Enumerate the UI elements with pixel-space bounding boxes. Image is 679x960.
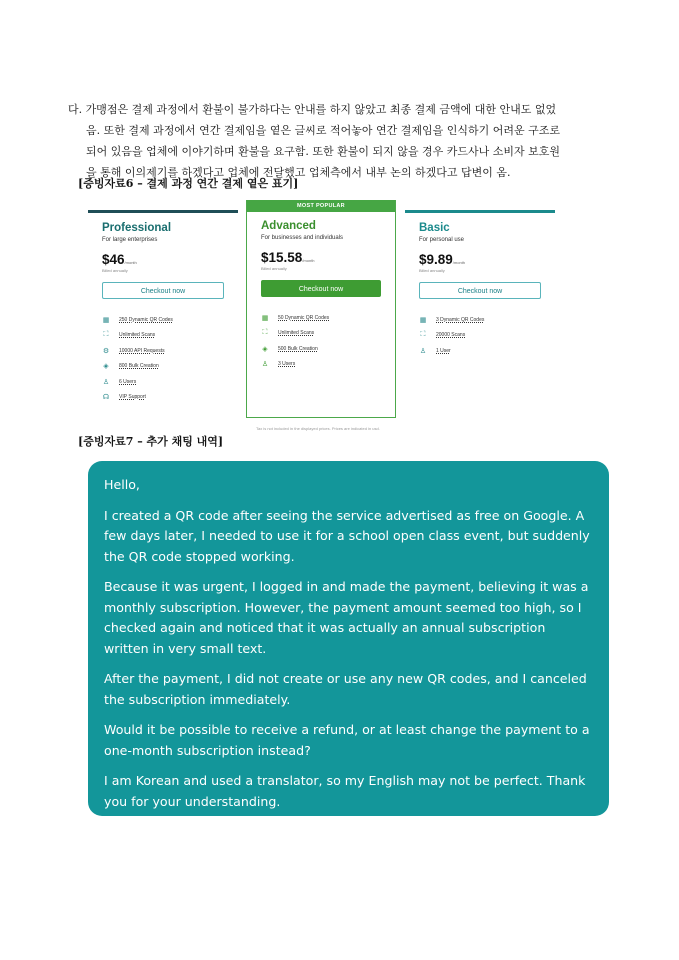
qr-icon: ▦	[102, 316, 110, 324]
user-icon: ♙	[261, 361, 269, 369]
scan-icon: ⛶	[262, 329, 268, 337]
qr-icon: ▦	[261, 314, 269, 322]
checkout-button[interactable]: Checkout now	[261, 280, 381, 297]
billing-note: Billed annually	[102, 268, 128, 273]
paragraph-line: 되어 있음을 업체에 이야기하며 환불을 요구함. 또한 환불이 되지 않을 경우 카드사나 소비자 보호원	[86, 145, 560, 158]
scan-icon: ⛶	[420, 331, 426, 339]
feature-list	[261, 310, 381, 372]
feature-item: ◈ 500 Bulk Creation	[262, 345, 318, 353]
layers-icon: ◈	[262, 345, 268, 353]
feature-item: ⛶ Unlimited Scans	[262, 329, 315, 337]
paragraph-line: 다. 가맹점은 결제 과정에서 환불이 불가하다는 안내를 하지 않았고 최종 결제 금액에 대한 안내도 없었	[68, 103, 557, 116]
chat-closing: Thank you.	[104, 824, 174, 839]
layers-icon: ◈	[103, 363, 109, 371]
plan-audience: For personal use	[419, 237, 465, 243]
checkout-button[interactable]: Checkout now	[102, 282, 224, 299]
chat-paragraph: Because it was urgent, I logged in and made the payment, believing it was a monthly subscription. However, the payment amount seemed too high, so I checked again and noticed that it was actually an annual subscription written in very small text.	[104, 579, 589, 656]
api-icon: ⚙	[102, 347, 110, 355]
checkout-button[interactable]: Checkout now	[419, 282, 541, 299]
feature-item: ▦ 3 Dynamic QR Codes	[419, 316, 485, 324]
feature-list	[419, 312, 541, 359]
paragraph-line: 음. 또한 결제 과정에서 연간 결제임을 옅은 글씨로 적어놓아 연간 결제임을 인식하기 어려운 구조로	[86, 124, 560, 137]
qr-icon: ▦	[419, 316, 427, 324]
plan-card-basic	[405, 210, 555, 421]
paragraph-line: 을 통해 이의제기를 하겠다고 업체에 전달했고 업체측에서 내부 논의 하겠다고 답변이 옴.	[86, 166, 511, 179]
complaint-paragraph	[68, 99, 628, 183]
feature-item: ♙ 6 Users	[102, 378, 137, 386]
feature-item: ▦ 250 Dynamic QR Codes	[102, 316, 173, 324]
plan-name: Professional	[102, 222, 172, 234]
billing-note: Billed annually	[261, 266, 287, 271]
user-icon: ♙	[102, 378, 110, 386]
plan-card-advanced	[246, 200, 396, 418]
headset-icon: ☊	[102, 394, 110, 402]
feature-item: ◈ 800 Bulk Creation	[103, 363, 159, 371]
feature-item: ⛶ Unlimited Scans	[103, 331, 156, 339]
chat-message-bubble	[88, 461, 609, 839]
plan-price: $46/month	[102, 252, 137, 267]
feature-item: ♙ 1 User	[419, 347, 451, 355]
chat-greeting: Hello,	[104, 477, 140, 492]
feature-item: ⛶ 20000 Scans	[420, 331, 466, 339]
most-popular-badge: MOST POPULAR	[247, 200, 395, 212]
pricing-screenshot	[88, 199, 558, 431]
plan-name: Advanced	[261, 220, 316, 232]
plan-price: $15.58/month	[261, 250, 315, 265]
feature-item: ♙ 3 Users	[261, 361, 296, 369]
feature-item: ⚙ 10000 API Requests	[102, 347, 165, 355]
feature-item: ☊ VIP Support	[102, 394, 146, 402]
scan-icon: ⛶	[103, 331, 109, 339]
chat-paragraph: After the payment, I did not create or use any new QR codes, and I canceled the subscription immediately.	[104, 671, 587, 707]
tax-note: Tax is not included in the displayed prices. Prices are indicated in usd.	[256, 426, 380, 431]
plan-price: $9.89/month	[419, 252, 466, 267]
evidence7-caption: [증빙자료7 – 추가 채팅 내역]	[78, 435, 224, 448]
evidence6-caption: [증빙자료6 – 결제 과정 연간 결제 옅은 표기]	[78, 177, 299, 190]
chat-paragraph: I am Korean and used a translator, so my English may not be perfect. Thank you for your understanding.	[104, 773, 586, 809]
plan-card-professional	[88, 210, 238, 421]
user-icon: ♙	[419, 347, 427, 355]
plan-audience: For businesses and individuals	[261, 235, 344, 241]
chat-paragraph: I created a QR code after seeing the service advertised as free on Google. A few days later, I needed to use it for a school open class event, but suddenly the QR code stopped working.	[104, 507, 590, 564]
billing-note: Billed annually	[419, 268, 445, 273]
plan-audience: For large enterprises	[102, 237, 158, 243]
plan-name: Basic	[419, 222, 450, 234]
feature-list	[102, 312, 224, 405]
chat-paragraph: Would it be possible to receive a refund, or at least change the payment to a one-month subscription instead?	[104, 722, 590, 758]
feature-item: ▦ 50 Dynamic QR Codes	[261, 314, 330, 322]
